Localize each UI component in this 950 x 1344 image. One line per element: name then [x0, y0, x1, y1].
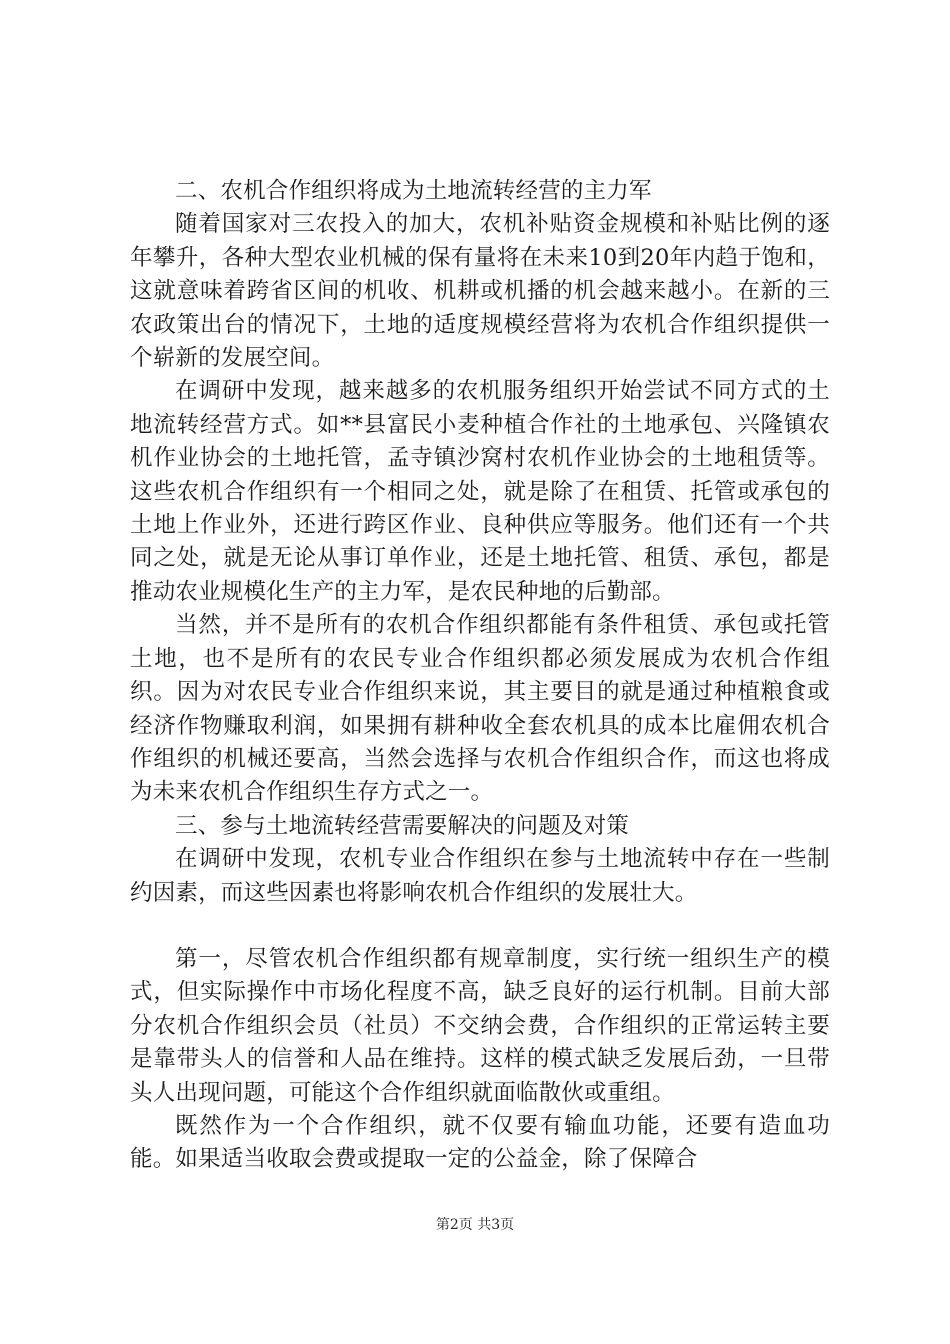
section-heading-2: 二、农机合作组织将成为土地流转经营的主力军	[175, 178, 652, 204]
paragraph: 在调研中发现，越来越多的农机服务组织开始尝试不同方式的土地流转经营方式。如**县富民小麦种植合作社的土地承包、兴隆镇农机作业协会的土地托管，孟寺镇沙窝村农机作业协会的土地租赁等。这些农机合作组织有一个相同之处，就是除了在租赁、托管或承包的土地上作业外，还进行跨区作业、良种供应等服务。他们还有一个共同之处，就是无论从事订单作业，还是土地托管、租赁、承包，都是推动农业规模化生产的主力军，是农民种地的后勤部。	[130, 378, 830, 605]
paragraph: 当然，并不是所有的农机合作组织都能有条件租赁、承包或托管土地，也不是所有的农民专业合作组织都必须发展成为农机合作组织。因为对农民专业合作组织来说，其主要目的就是通过种植粮食或经济作物赚取利润，如果拥有耕种收全套农机具的成本比雇佣农机合作组织的机械还要高，当然会选择与农机合作组织合作，而这也将成为未来农机合作组织生存方式之一。	[130, 612, 830, 806]
page-number-footer: 第2页 共3页	[435, 1217, 515, 1233]
paragraph: 既然作为一个合作组织，就不仅要有输血功能，还要有造血功能。如果适当收取会费或提取一定的公益金，除了保障合	[130, 1112, 830, 1173]
paragraph: 在调研中发现，农机专业合作组织在参与土地流转中存在一些制约因素，而这些因素也将影响农机合作组织的发展壮大。	[130, 846, 830, 906]
paragraph: 随着国家对三农投入的加大，农机补贴资金规模和补贴比例的逐年攀升，各种大型农业机械的保有量将在未来10到20年内趋于饱和，这就意味着跨省区间的机收、机耕或机播的机会越来越小。在新的三农政策出台的情况下，土地的适度规模经营将为农机合作组织提供一个崭新的发展空间。	[130, 211, 830, 372]
document-body	[130, 175, 830, 1177]
paragraph: 第一，尽管农机合作组织都有规章制度，实行统一组织生产的模式，但实际操作中市场化程度不高，缺乏良好的运行机制。目前大部分农机合作组织会员（社员）不交纳会费，合作组织的正常运转主要是靠带头人的信誉和人品在维持。这样的模式缺乏发展后劲，一旦带头人出现问题，可能这个合作组织就面临散伙或重组。	[130, 945, 830, 1106]
section-heading-3: 三、参与土地流转经营需要解决的问题及对策	[175, 812, 630, 839]
